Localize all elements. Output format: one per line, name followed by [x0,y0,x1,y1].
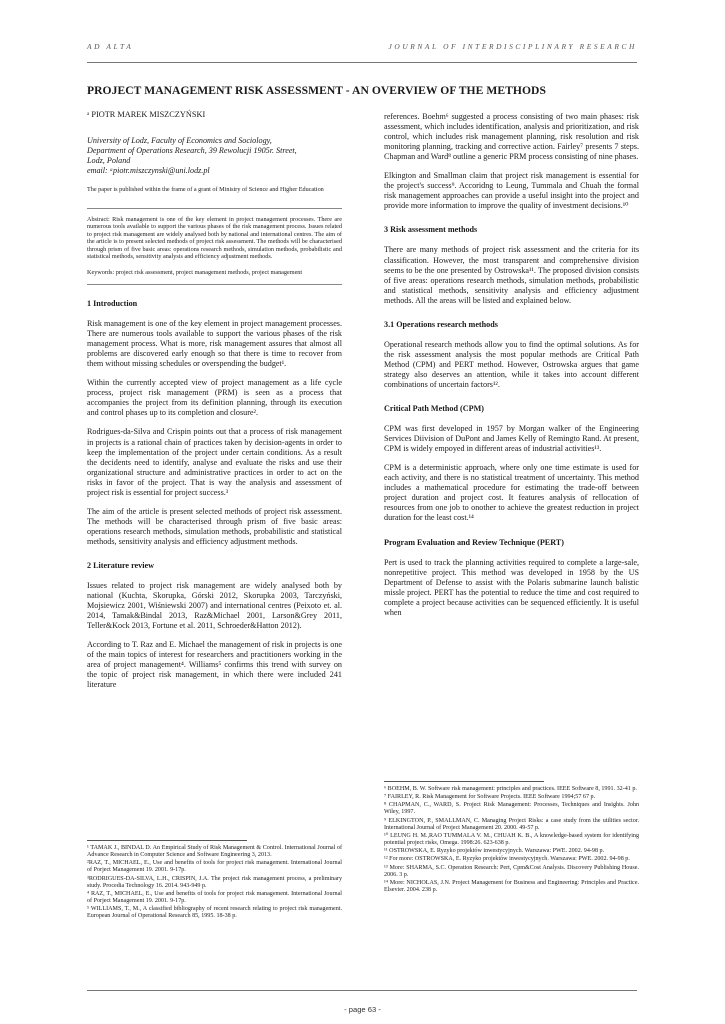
footnote-item: ⁸ CHAPMAN, C., WARD, S. Project Risk Management: Processes, Techniques and Insights. John Wiley, 1997. [384,802,639,816]
running-header [87,42,637,56]
section-heading-literature: 2 Literature review [87,560,154,570]
author-email: email: ᵃpiotr.miszczynski@uni.lodz.pl [87,166,210,176]
page-number: - page 63 - [344,1005,381,1014]
grant-note: The paper is published within the frame of a grant of Ministry of Science and Higher Education [87,186,324,194]
section-heading-operations: 3.1 Operations research methods [384,319,498,329]
section-heading-cpm: Critical Path Method (CPM) [384,404,484,414]
footnote-item: ⁹ ELKINGTON, P., SMALLMAN, C. Managing Project Risks: a case study from the utilities sector. International Journal of Project Management 20. 2000. 49-57 p. [384,817,639,831]
section-heading-pert: Program Evaluation and Review Technique (PERT) [384,537,564,547]
footnote-item: ¹³ More: SHARMA, S.C. Operation Research: Pert, Cpm&Cost Analysis. Discovery Publishing House. 2006. 3 p. [384,864,639,878]
footnote-rule [384,781,544,782]
footnote-item: ³RODRIGUES-DA-SILVA, L.H., CRISPIN, J.A. The project risk management process, a preliminary study. Procedia Technology 16. 2014. 943-949 p. [87,875,342,889]
operations-paragraph: Operational research methods allow you to find the optimal solutions. As for the risk assessment analysis the most popular methods are Critical Path Method (CPM) and PERT method. However, Ostrowska argues that game strategy also deserves an attention, while it takes into account different combinations of uncertain factors¹². [384,339,639,389]
footnote-item: ¹ TAMAK J., BINDAL D. An Empirical Study of Risk Management & Control. International Journal of Advance Research in Computer Science and Software Engineering 3, 2013. [87,845,342,859]
section-heading-introduction: 1 Introduction [87,299,138,308]
literature-paragraph-1: Issues related to project risk management are widely analysed both by national (Kuchta, Skorupka, Górski 2012, Skorupka 2003, Tarczyński, Mojsiewicz 2001, Wiśniewski 2007) and international centres (Peixoto et. al. 2014, Tamak&Bindal 2013, Raz&Michael 2001, Larson&Grey 2011, Teller&Kock 2013, Fortune et al. 2011, Schroeder&Hatton 2012). [87,581,342,631]
footnote-item: ²RAZ, T., MICHAEL, E., Use and benefits of tools for project risk management. International Journal of Porject Management 19. 2001. 9-17p. [87,860,342,874]
cpm-paragraph-1: CPM was first developed in 1957 by Morgan walker of the Engineering Services Diivision of DuPont and James Kelly of Remingto Rand. At present, CPM is widely empoyed in different areas of industrial activities¹³. [384,424,639,454]
literature-paragraph-4: Elkington and Smallman claim that project risk management is essential for the project's success⁹. Accoridng to Leung, Tummala and Chuah the formal risk management approaches can provide a useful insight into the project and provide more information to improve the quality of investment decisions.¹⁰ [384,171,639,211]
literature-paragraph-2: According to T. Raz and E. Michael the management of risk in projects is one of the main topics of interest for researchers and practitioners working in the area of project management⁴. Williams⁵ confirms this trend with survey on the topic of project risk management, in which there were included 241 literature [87,640,342,690]
intro-paragraph-4: The aim of the article is present selected methods of project risk assessment. The methods will be characterised through prism of five basic areas: operations research methods, simulation methods, probabilistic and statistical methods, sensitivity analysis and efficiency adjustment methods. [87,506,342,546]
journal-abbrev: AD ALTA [87,42,134,51]
footnotes-left [87,840,342,922]
footnotes-right [384,781,639,895]
footnote-item: ⁵ WILLIAMS, T., M., A classified bibliography of recent research relating to project risk management. European Journal of Operational Research 85, 1995. 18-38 p. [87,906,342,920]
abstract: Abstract: Risk management is one of the key element in project management processes. There are numerous tools available to support the various phases of the risk management process. Issues related to project risk management are widely analysed both by national and international centres. The aim of the article is to present selected methods of project risk assessment. The methods will be characterised through prism of five basic areas: operations research methods, simulation methods, probabilistic and statistical methods, sensitivity analysis and efficiency adjustment methods. [87,215,342,261]
affiliation-line-2: Department of Operations Research, 39 Rewolucji 1905r. Street, [87,146,297,156]
right-column [384,112,639,618]
intro-paragraph-2: Within the currently accepted view of project management as a life cycle process, project risk management (PRM) is seen as a process that accompanies the project from its definition planning, through its execution and control phases up to its completion and closure². [87,378,342,418]
footnote-item: ⁷ FAIRLEY, R. Risk Management for Software Projects. IEEE Software 1994;57 67 p. [384,794,596,801]
risk-methods-paragraph: There are many methods of project risk assessment and the criteria for its classification. However, the most transparent and comprehensive division seems to be the one presented by Ostrowska¹¹. The proposed division consists of five areas: operations research methods, simulation methods, probabilistic and statistical methods, sensitivity analysis and efficiency adjustment methods. All the areas will be listed and explained below. [384,245,639,305]
journal-name: JOURNAL OF INTERDISCIPLINARY RESEARCH [388,42,637,51]
abstract-top-rule [87,208,342,209]
keywords: Keywords: project risk assessment, project management methods, project management [87,268,303,276]
intro-paragraph-3: Rodrigues-da-Silva and Crispin points out that a process of risk management in projects is a rational chain of practices taken by decision-agents in order to keep the implementation of the project under certain conditions. As a result the decidents need to identify, analyse and evaluate the risks and use their organizational structure and administrative practices in order to act on the risks in favor of the project. That is way the analysis and assessment of project risk is essential for project success.³ [87,427,342,497]
footnote-item: ¹² For more: OSTROWSKA, E. Ryzyko projektów inwestycyjnych. Warszawa: PWE. 2002. 94-98 p. [384,856,630,863]
footnote-rule [87,840,247,841]
left-column [87,110,342,691]
header-rule [87,62,637,63]
intro-paragraph-1: Risk management is one of the key element in project management processes. There are numerous tools available to support the various phases of the risk management process. What is more, risk management assures that almost all problems are discovered early enough so that there is time to recover from them without missing schedules or overspending the budget¹. [87,319,342,369]
affiliation-line-1: University of Lodz, Faculty of Economics and Sociology, [87,136,272,146]
paper-title: PROJECT MANAGEMENT RISK ASSESSMENT - AN OVERVIEW OF THE METHODS [87,84,546,97]
footnote-item: ⁴ RAZ, T., MICHAEL, E., Use and benefits of tools for project risk management. International Journal of Porject Management 19. 2001. 9-17p. [87,890,342,905]
footnote-item: ¹¹ OSTROWSKA, E. Ryzyko projektów inwestycyjnych. Warszawa: PWE. 2002. 94-98 p. [384,848,605,855]
footnote-item: ¹⁴ More: NICHOLAS, J.N. Project Management for Business and Engineering: Principles and Practice. Elsevier. 2004. 238 p. [384,879,639,894]
author-name: ᵃ PIOTR MAREK MISZCZYŃSKI [87,110,206,119]
footer-rule [87,990,637,991]
pert-paragraph: Pert is used to track the planning activities required to complete a large-sale, nonrepetitive project. This method was developed in 1958 by the US Department of Defense to assist with the Polaris submarine launch balistic missle project. PERT has the potential to reduce the time and cost required to complete a project because activities can be sequenced efficiently. It is useful when [384,557,639,617]
section-heading-risk-methods: 3 Risk assessment methods [384,225,478,235]
abstract-bottom-rule [87,284,342,285]
footnote-item: ¹⁰ LEUNG H. M.,RAO TUMMALA V. M., CHUAH K. B., A knowledge-based system for identifying potential project risks, Omega. 1998:26. 623-638 p. [384,832,639,847]
literature-paragraph-3: references. Boehm⁶ suggested a process consisting of two main phases: risk assessment, which includes identification, analysis and prioritization, and risk control, which includes risk management planning, risk resolution and risk monitoring planning, tracking and corrective action. Fairley⁷ presents 7 steps. Chapman and Ward⁸ outline a generic PRM process consisting of nine phases. [384,112,639,162]
affiliation-line-3: Lodz, Poland [87,156,131,166]
footnote-item: ⁶ BOEHM, B. W. Software risk management: principles and practices. IEEE Software 8, 1991. 32-41 p. [384,786,637,792]
cpm-paragraph-2: CPM is a deterministic approach, where only one time estimate is used for each activity, and there is no statistical treatment of uncertainty. This method includes a mathematical procedure for estimating the trade-off between project duration and project cost. It features analysis of rellocation of resources from one job to onother to achieve the greatest reduction in project duration for the least cost.¹⁴ [384,463,639,523]
